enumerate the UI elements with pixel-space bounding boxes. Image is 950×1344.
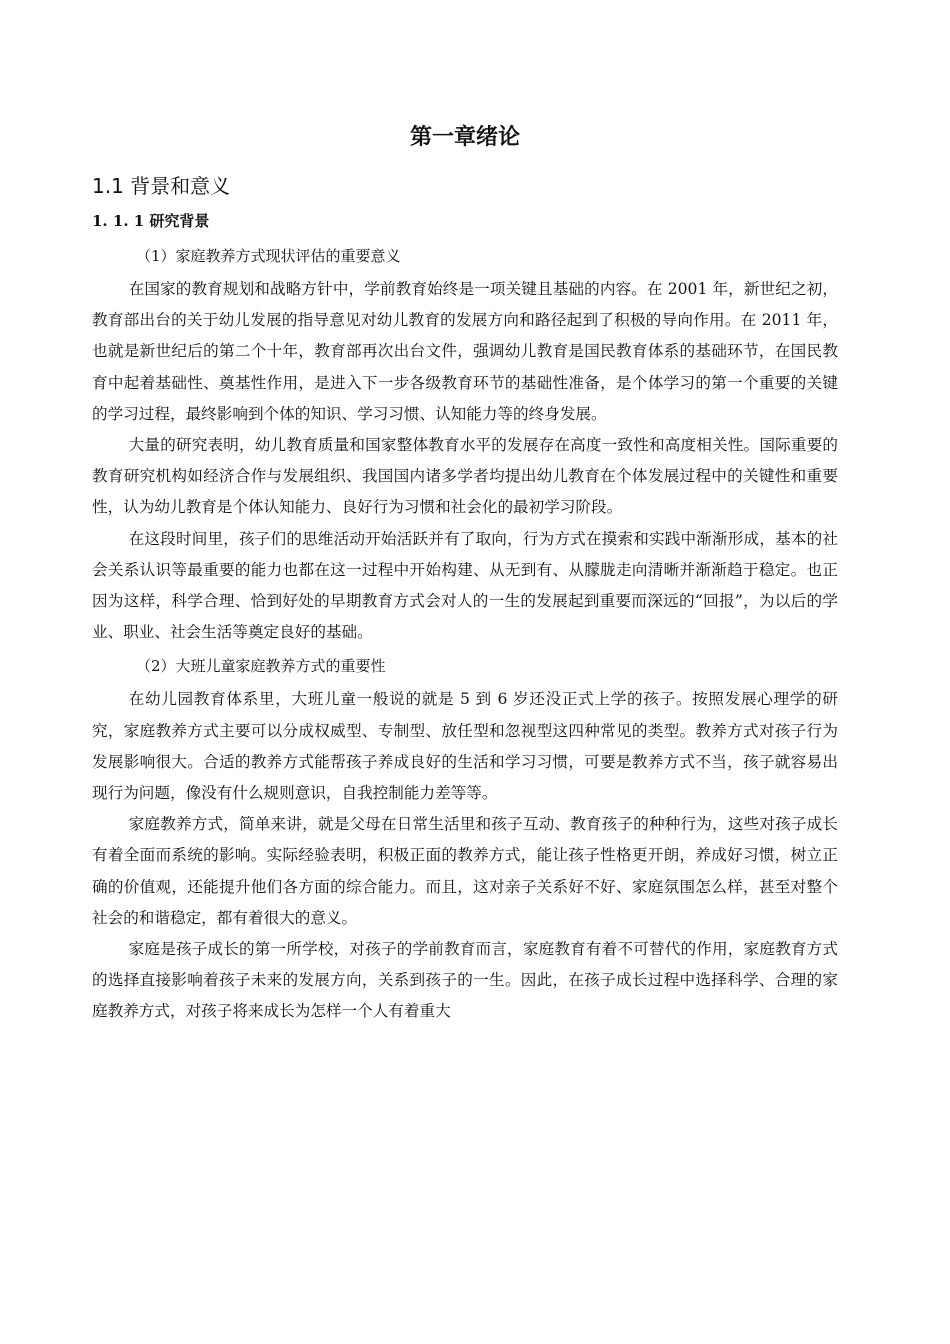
item-heading-1: （1）家庭教养方式现状评估的重要意义 bbox=[136, 247, 401, 265]
paragraph: 在国家的教育规划和战略方针中，学前教育始终是一项关键且基础的内容。在 2001 年，新世纪之初，教育部出台的关于幼儿发展的指导意见对幼儿教育的发展方向和路径起到了积极的导向作用。在 2011 年，也就是新世纪后的第二个十年，教育部再次出台文件，强调幼儿教育是国民教育体系的基础环节，在国民教育中起着基础性、奠基性作用，是进入下一步各级教育环节的基础性准备，是个体学习的第一个重要的关键的学习过程，最终影响到个体的知识、学习习惯、认知能力等的终身发展。 bbox=[92, 280, 838, 423]
paragraph: 在幼儿园教育体系里，大班儿童一般说的就是 5 到 6 岁还没正式上学的孩子。按照发展心理学的研究，家庭教养方式主要可以分成权威型、专制型、放任型和忽视型这四种常见的类型。教养方式对孩子行为发展影响很大。合适的教养方式能帮孩子养成良好的生活和学习习惯，可要是教养方式不当，孩子就容易出现行为问题，像没有什么规则意识，自我控制能力差等等。 bbox=[92, 690, 838, 803]
paragraph: 家庭教养方式，简单来讲，就是父母在日常生活里和孩子互动、教育孩子的种种行为，这些对孩子成长有着全面而系统的影响。实际经验表明，积极正面的教养方式，能让孩子性格更开朗，养成好习惯，树立正确的价值观，还能提升他们各方面的综合能力。而且，这对亲子关系好不好、家庭氛围怎么样，甚至对整个社会的和谐稳定，都有着很大的意义。 bbox=[92, 815, 838, 927]
paragraph: 家庭是孩子成长的第一所学校，对孩子的学前教育而言，家庭教育有着不可替代的作用，家庭教育方式的选择直接影响着孩子未来的发展方向，关系到孩子的一生。因此，在孩子成长过程中选择科学、合理的家庭教养方式，对孩子将来成长为怎样一个人有着重大 bbox=[92, 940, 838, 1021]
section-heading: 1.1 背景和意义 bbox=[92, 174, 231, 198]
document-page bbox=[92, 118, 838, 1028]
item-heading-2: （2）大班儿童家庭教养方式的重要性 bbox=[136, 657, 386, 676]
chapter-title: 第一章绪论 bbox=[409, 125, 520, 150]
paragraph: 在这段时间里，孩子们的思维活动开始活跃并有了取向，行为方式在摸索和实践中渐渐形成，基本的社会关系认识等最重要的能力也都在这一过程中开始构建、从无到有、从朦胧走向清晰并渐渐趋于稳定。也正因为这样，科学合理、恰到好处的早期教育方式会对人的一生的发展起到重要而深远的“回报”，为以后的学业、职业、社会生活等奠定良好的基础。 bbox=[92, 529, 838, 642]
subsection-heading: 1. 1. 1 研究背景 bbox=[92, 212, 210, 230]
paragraph: 大量的研究表明，幼儿教育质量和国家整体教育水平的发展存在高度一致性和高度相关性。国际重要的教育研究机构如经济合作与发展组织、我国国内诸多学者均提出幼儿教育在个体发展过程中的关键性和重要性，认为幼儿教育是个体认知能力、良好行为习惯和社会化的最初学习阶段。 bbox=[92, 436, 838, 517]
